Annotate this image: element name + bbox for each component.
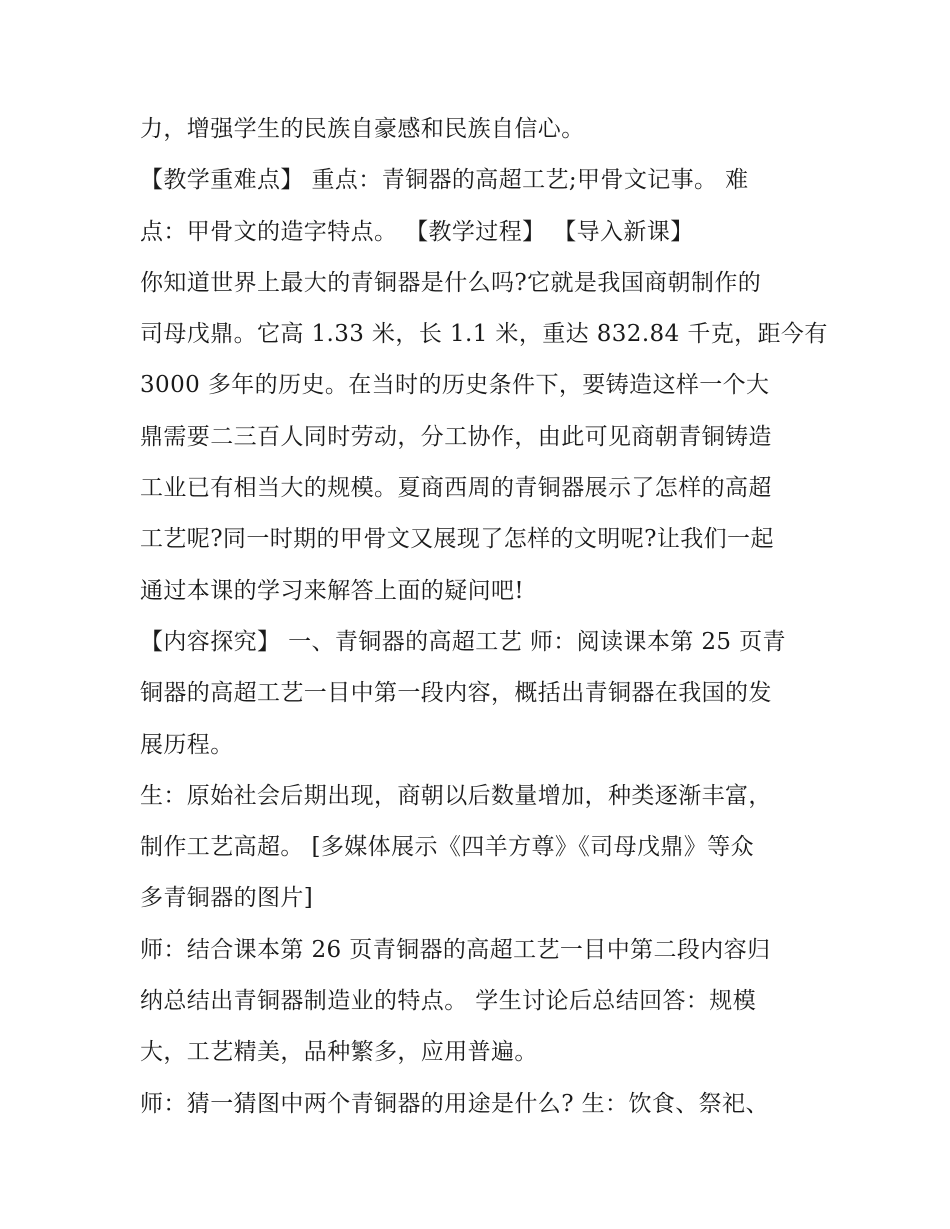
text-line: 鼎需要二三百人同时劳动，分工协作，由此可见商朝青铜铸造 (140, 423, 772, 450)
text-line: 【教学重难点】 重点：青铜器的高超工艺;甲骨文记事。 难 (140, 167, 749, 194)
text-line: 工艺呢?同一时期的甲骨文又展现了怎样的文明呢?让我们一起 (140, 526, 774, 553)
text-line: 生：原始社会后期出现，商朝以后数量增加，种类逐渐丰富， (140, 782, 772, 809)
text-line: 力，增强学生的民族自豪感和民族自信心。 (140, 116, 585, 142)
text-line: 3000 多年的历史。在当时的历史条件下，要铸造这样一个大 (140, 372, 770, 399)
text-line: 你知道世界上最大的青铜器是什么吗?它就是我国商朝制作的 (140, 269, 762, 296)
text-line: 点：甲骨文的造字特点。 【教学过程】 【导入新课】 (140, 218, 694, 245)
text-line: 展历程。 (140, 731, 234, 758)
text-line: 师：猜一猜图中两个青铜器的用途是什么? 生：饮食、祭祀、 (140, 1090, 769, 1117)
text-line: 纳总结出青铜器制造业的特点。 学生讨论后总结回答：规模 (140, 988, 757, 1015)
text-line: 司母戊鼎。它高 1.33 米，长 1.1 米，重达 832.84 千克，距今有 (140, 321, 828, 348)
text-line: 通过本课的学习来解答上面的疑问吧! (140, 577, 525, 604)
text-line: 多青铜器的图片] (140, 885, 314, 912)
text-line: 工业已有相当大的规模。夏商西周的青铜器展示了怎样的高超 (140, 475, 772, 502)
text-line: 大，工艺精美，品种繁多，应用普遍。 (140, 1039, 538, 1066)
body-text (140, 104, 828, 1130)
text-line: 【内容探究】 一、青铜器的高超工艺 师：阅读课本第 25 页青 (140, 628, 786, 655)
text-line: 铜器的高超工艺一目中第一段内容，概括出青铜器在我国的发 (140, 680, 772, 707)
text-line: 制作工艺高超。 [多媒体展示《四羊方尊》《司母戊鼎》等众 (140, 834, 754, 861)
text-line: 师：结合课本第 26 页青铜器的高超工艺一目中第二段内容归 (140, 936, 771, 963)
